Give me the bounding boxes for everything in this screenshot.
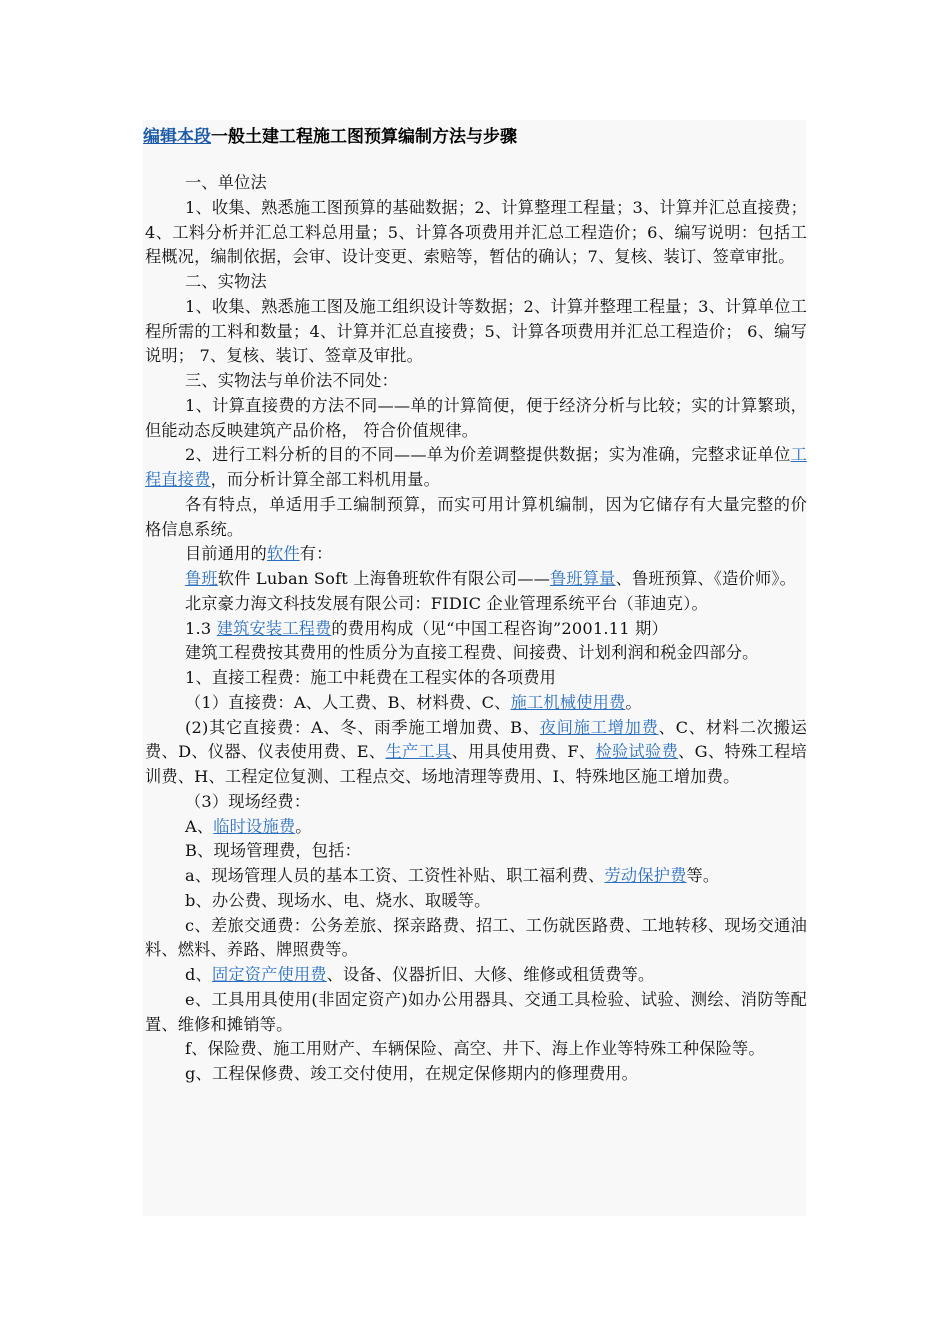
paragraph-p17	[145, 790, 807, 815]
paragraph-text: 的费用构成（见“中国工程咨询”2001.11 期）	[331, 618, 668, 638]
paragraph-text: 、C、材料二次搬运费、D、仪器、仪表使用费、E、	[145, 717, 807, 762]
article-body	[145, 171, 807, 1087]
paragraph-p19	[145, 839, 807, 864]
paragraph-p04	[145, 295, 807, 369]
inline-link[interactable]: 鲁班算量	[550, 569, 616, 588]
paragraph-text: b、办公费、现场水、电、烧水、取暖等。	[185, 890, 491, 910]
paragraph-p01	[145, 171, 807, 196]
paragraph-text: 二、实物法	[185, 272, 267, 291]
paragraph-p09	[145, 542, 807, 567]
paragraph-p13	[145, 641, 807, 666]
paragraph-p12	[145, 617, 807, 642]
page-title-text: 一般土建工程施工图预算编制方法与步骤	[211, 127, 517, 147]
paragraph-text: 软件 Luban Soft 上海鲁班软件有限公司——	[217, 569, 550, 588]
paragraph-text: 1、计算直接费的方法不同——单的计算简便，便于经济分析与比较；实的计算繁琐， 但能动态反映建筑产品价格， 符合价值规律。	[145, 395, 807, 440]
paragraph-p18	[145, 815, 807, 840]
paragraph-text: g、工程保修费、竣工交付使用，在规定保修期内的修理费用。	[185, 1064, 639, 1083]
inline-link[interactable]: 鲁班	[185, 569, 218, 588]
paragraph-text: B、现场管理费，包括：	[185, 841, 361, 861]
paragraph-text: 等。	[686, 866, 720, 885]
paragraph-p06	[145, 394, 807, 444]
paragraph-text: a、现场管理人员的基本工资、工资性补贴、职工福利费、	[185, 866, 605, 885]
paragraph-p02	[145, 196, 807, 270]
paragraph-text: 建筑工程费按其费用的性质分为直接工程费、间接费、计划利润和税金四部分。	[185, 643, 759, 663]
paragraph-p24	[145, 988, 807, 1038]
paragraph-text: 各有特点，单适用手工编制预算，而实可用计算机编制，因为它储存有大量完整的价格信息系统。	[145, 494, 807, 539]
edit-section-link[interactable]: 编辑本段	[143, 127, 211, 147]
paragraph-text: 1、直接工程费：施工中耗费在工程实体的各项费用	[185, 668, 557, 687]
paragraph-text: 、鲁班预算、《造价师》。	[615, 569, 797, 588]
paragraph-text: e、工具用具使用(非固定资产)如办公用器具、交通工具检验、试验、测绘、消防等配置、维修和摊销等。	[145, 989, 807, 1034]
paragraph-text: 2、进行工料分析的目的不同——单为价差调整提供数据；实为准确，完整求证单位	[185, 445, 791, 465]
paragraph-p26	[145, 1062, 807, 1087]
paragraph-p07	[145, 443, 807, 493]
paragraph-p14	[145, 666, 807, 691]
inline-link[interactable]: 劳动保护费	[604, 866, 687, 885]
paragraph-text: 1、收集、熟悉施工图预算的基础数据；2、计算整理工程量；3、计算并汇总直接费；4、工料分析并汇总工料总用量；5、计算各项费用并汇总工程造价；6、编写说明：包括工程概况，编制依据，会审、设计变更、索赔等，暂估的确认；7、复核、装订、签章审批。	[145, 197, 807, 267]
inline-link[interactable]: 生产工具	[385, 742, 452, 762]
paragraph-text: 三、实物法与单价法不同处：	[185, 371, 399, 390]
paragraph-p08	[145, 493, 807, 543]
inline-link[interactable]: 工程直接费	[145, 445, 807, 489]
paragraph-text: f、保险费、施工用财产、车辆保险、高空、井下、海上作业等特殊工种保险等。	[185, 1039, 765, 1059]
inline-link[interactable]: 建筑安装工程费	[216, 618, 332, 638]
paragraph-text: c、差旅交通费：公务差旅、探亲路费、招工、工伤就医路费、工地转移、现场交通油料、燃料、养路、牌照费等。	[145, 915, 807, 960]
paragraph-text: d、	[185, 965, 212, 984]
inline-link[interactable]: 施工机械使用费	[510, 692, 626, 712]
paragraph-text: 目前通用的	[185, 544, 267, 564]
paragraph-text: (2)其它直接费：A、冬、雨季施工增加费、B、	[185, 717, 540, 737]
paragraph-text: 。	[295, 816, 312, 836]
inline-link[interactable]: 夜间施工增加费	[539, 717, 659, 737]
inline-link[interactable]: 软件	[266, 544, 300, 564]
paragraph-text: ，而分析计算全部工料机用量。	[210, 470, 440, 489]
paragraph-text: 1、收集、熟悉施工图及施工组织设计等数据；2、计算并整理工程量；3、计算单位工程所需的工料和数量；4、计算并汇总直接费；5、计算各项费用并汇总工程造价； 6、编写说明； 7、复核、装订、签章及审批。	[145, 296, 807, 366]
inline-link[interactable]: 临时设施费	[213, 816, 296, 836]
paragraph-text: 、用具使用费、F、	[451, 742, 596, 762]
paragraph-text: 、G、特殊工程培训费、H、工程定位复测、工程点交、场地清理等费用、I、特殊地区施工增加费。	[145, 742, 808, 786]
paragraph-p16	[145, 716, 807, 790]
paragraph-p11	[145, 592, 807, 617]
paragraph-p25	[145, 1037, 807, 1062]
paragraph-text: 、设备、仪器折旧、大修、维修或租赁费等。	[326, 965, 655, 984]
page-title	[143, 124, 806, 150]
inline-link[interactable]: 检验试验费	[595, 742, 679, 762]
paragraph-p05	[145, 369, 807, 394]
paragraph-text: （3）现场经费：	[185, 791, 311, 811]
paragraph-p03	[145, 270, 807, 295]
paragraph-text: 1.3	[185, 618, 217, 638]
inline-link[interactable]: 固定资产使用费	[211, 965, 327, 984]
paragraph-p20	[145, 864, 807, 889]
paragraph-text: 一、单位法	[185, 173, 267, 192]
paragraph-text: 有：	[299, 544, 333, 564]
paragraph-p21	[145, 889, 807, 914]
paragraph-text: （1）直接费：A、人工费、B、材料费、C、	[185, 692, 511, 712]
paragraph-text: 。	[625, 692, 642, 712]
paragraph-text: A、	[185, 816, 214, 836]
paragraph-p10	[145, 567, 807, 592]
paragraph-p22	[145, 914, 807, 964]
paragraph-p23	[145, 963, 807, 988]
paragraph-text: 北京豪力海文科技发展有限公司：FIDIC 企业管理系统平台（菲迪克）。	[185, 593, 708, 613]
paragraph-p15	[145, 691, 807, 716]
